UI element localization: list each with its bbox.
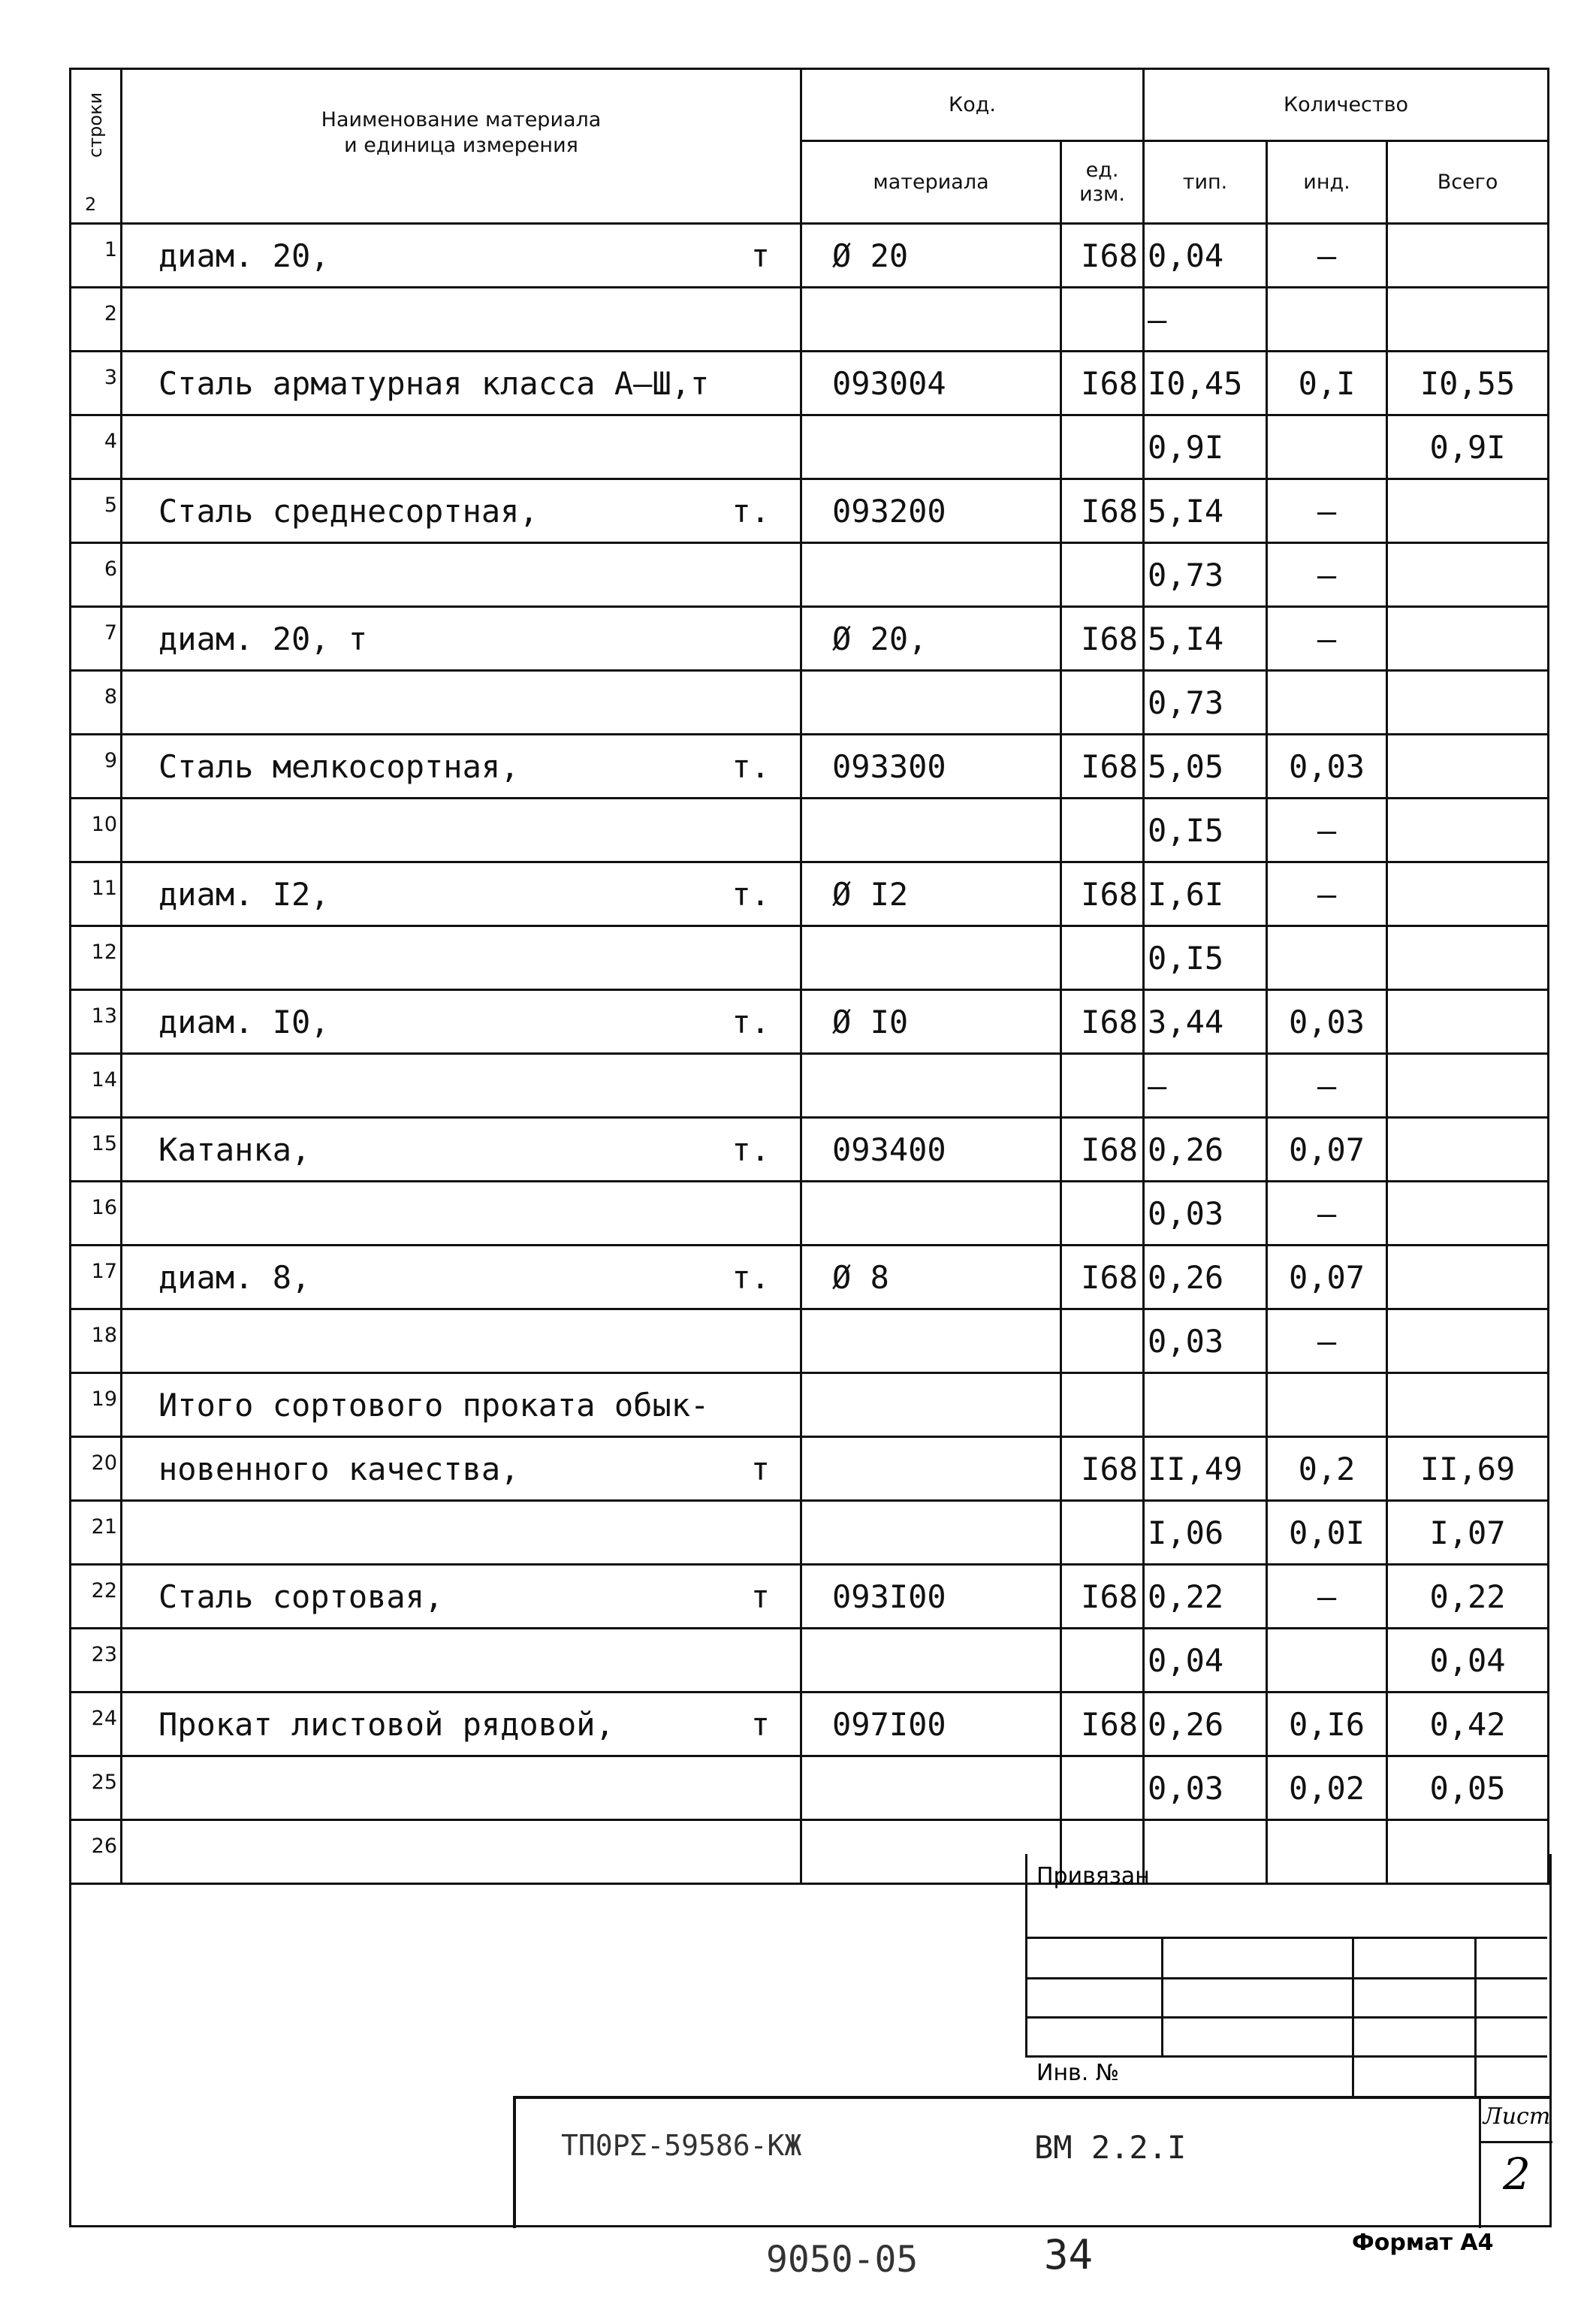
material-code xyxy=(801,1182,1061,1246)
code-unit-header: ед. изм. xyxy=(1061,141,1144,224)
qty-total: I0,55 xyxy=(1387,352,1549,415)
row-number: 24 xyxy=(71,1693,122,1756)
material-code xyxy=(801,1437,1061,1501)
row-number: 10 xyxy=(71,799,122,862)
qty-total xyxy=(1387,862,1549,926)
sheet-name: ВМ 2.2.I xyxy=(1034,2129,1187,2166)
material-code xyxy=(801,1501,1061,1565)
qty-typ: I0,45 xyxy=(1144,352,1267,415)
unit-code: I68 xyxy=(1061,1118,1144,1182)
format-label: Формат А4 xyxy=(1352,2230,1494,2256)
unit-code: I68 xyxy=(1061,1565,1144,1629)
qty-total: 0,42 xyxy=(1387,1693,1549,1756)
stamp-line xyxy=(1025,1977,1547,1979)
qty-typ: 5,I4 xyxy=(1144,479,1267,543)
material-name: Сталь среднесортная, xyxy=(158,492,539,530)
unit-code: I68 xyxy=(1061,1693,1144,1756)
attached-block xyxy=(1025,1854,1549,2057)
row-number: 26 xyxy=(71,1820,122,1884)
qty-ind: – xyxy=(1267,1054,1387,1118)
row-number: 3 xyxy=(71,352,122,415)
material-code: 097I00 xyxy=(801,1693,1061,1756)
table-row xyxy=(71,926,1549,990)
material-name-cell xyxy=(122,799,801,862)
material-name-cell xyxy=(122,1693,801,1756)
table-row xyxy=(71,1309,1549,1373)
material-unit-word: т xyxy=(750,1578,770,1615)
material-code: 093300 xyxy=(801,735,1061,799)
qty-total: 0,9I xyxy=(1387,415,1549,479)
table-row xyxy=(71,352,1549,415)
material-name-header: Наименование материала и единица измерения xyxy=(122,69,801,224)
row-number: 14 xyxy=(71,1054,122,1118)
sheet-label: Лист xyxy=(1481,2103,1552,2143)
unit-code: I68 xyxy=(1061,352,1144,415)
table-row xyxy=(71,1118,1549,1182)
title-block xyxy=(513,2096,1550,2228)
qty-total xyxy=(1387,224,1549,288)
table-row xyxy=(71,1565,1549,1629)
qty-ind: – xyxy=(1267,224,1387,288)
materials-table xyxy=(69,68,1549,1885)
stamp-line xyxy=(1025,2016,1547,2019)
qty-total xyxy=(1387,543,1549,607)
row-number: 8 xyxy=(71,671,122,735)
unit-code xyxy=(1061,926,1144,990)
table-row xyxy=(71,1054,1549,1118)
material-name: диам. 20, xyxy=(158,237,330,274)
material-code: Ø 8 xyxy=(801,1246,1061,1309)
material-name-cell xyxy=(122,1437,801,1501)
unit-code xyxy=(1061,799,1144,862)
qty-typ: 0,03 xyxy=(1144,1309,1267,1373)
material-code xyxy=(801,1309,1061,1373)
row-number: 21 xyxy=(71,1501,122,1565)
row-number: 5 xyxy=(71,479,122,543)
qty-typ xyxy=(1144,1373,1267,1437)
inventory-number-label: Инв. № xyxy=(1036,2060,1120,2086)
material-name-cell xyxy=(122,1054,801,1118)
qty-typ: – xyxy=(1144,288,1267,352)
material-code xyxy=(801,1756,1061,1820)
qty-typ: 0,73 xyxy=(1144,543,1267,607)
material-code xyxy=(801,799,1061,862)
material-unit-word: т. xyxy=(732,1258,770,1296)
material-name-cell xyxy=(122,1118,801,1182)
qty-total: 0,05 xyxy=(1387,1756,1549,1820)
material-unit-word: т. xyxy=(732,747,770,785)
row-number-header-label: строки xyxy=(85,92,106,158)
qty-typ: 0,03 xyxy=(1144,1756,1267,1820)
row-number: 15 xyxy=(71,1118,122,1182)
row-number: 4 xyxy=(71,415,122,479)
table-row xyxy=(71,1501,1549,1565)
material-unit-word: т. xyxy=(732,492,770,530)
table-row xyxy=(71,671,1549,735)
material-code xyxy=(801,671,1061,735)
row-number: 6 xyxy=(71,543,122,607)
qty-total: II,69 xyxy=(1387,1437,1549,1501)
qty-ind xyxy=(1267,288,1387,352)
qty-typ: 3,44 xyxy=(1144,990,1267,1054)
material-name-cell xyxy=(122,1246,801,1309)
qty-ind: – xyxy=(1267,862,1387,926)
unit-code: I68 xyxy=(1061,735,1144,799)
code-material-header: материала xyxy=(801,141,1061,224)
material-name-cell xyxy=(122,352,801,415)
material-name-cell xyxy=(122,415,801,479)
qty-ind: – xyxy=(1267,479,1387,543)
unit-code: I68 xyxy=(1061,1437,1144,1501)
material-name: диам. I2, xyxy=(158,875,330,913)
material-code: Ø I2 xyxy=(801,862,1061,926)
row-number: 18 xyxy=(71,1309,122,1373)
row-number: 25 xyxy=(71,1756,122,1820)
qty-ind: 0,02 xyxy=(1267,1756,1387,1820)
qty-total xyxy=(1387,1246,1549,1309)
qty-total xyxy=(1387,799,1549,862)
material-name-cell xyxy=(122,479,801,543)
table-row xyxy=(71,543,1549,607)
material-unit-word: т xyxy=(750,237,770,274)
qty-ind: – xyxy=(1267,1565,1387,1629)
material-name-cell xyxy=(122,1501,801,1565)
material-name-cell xyxy=(122,990,801,1054)
unit-code xyxy=(1061,1756,1144,1820)
qty-total xyxy=(1387,926,1549,990)
qty-typ: 0,04 xyxy=(1144,224,1267,288)
material-name: Сталь арматурная класса А–Ш,т xyxy=(158,364,710,402)
qty-ind: 0,07 xyxy=(1267,1246,1387,1309)
material-unit-word: т xyxy=(750,1705,770,1743)
qty-typ: 0,26 xyxy=(1144,1246,1267,1309)
table-row xyxy=(71,479,1549,543)
material-code: Ø 20 xyxy=(801,224,1061,288)
material-code: 093200 xyxy=(801,479,1061,543)
qty-typ-header: тип. xyxy=(1144,141,1267,224)
qty-ind: 0,03 xyxy=(1267,735,1387,799)
table-row xyxy=(71,288,1549,352)
qty-ind xyxy=(1267,926,1387,990)
unit-code: I68 xyxy=(1061,1246,1144,1309)
qty-typ: 0,26 xyxy=(1144,1693,1267,1756)
qty-total xyxy=(1387,1054,1549,1118)
qty-ind: – xyxy=(1267,1182,1387,1246)
qty-ind-header: инд. xyxy=(1267,141,1387,224)
qty-typ: 0,I5 xyxy=(1144,926,1267,990)
qty-typ: 0,26 xyxy=(1144,1118,1267,1182)
material-name-cell xyxy=(122,288,801,352)
material-name-cell xyxy=(122,1309,801,1373)
material-code xyxy=(801,1373,1061,1437)
row-number: 19 xyxy=(71,1373,122,1437)
material-name: Итого сортового проката обык- xyxy=(158,1386,710,1424)
qty-ind: – xyxy=(1267,1309,1387,1373)
row-number: 9 xyxy=(71,735,122,799)
qty-ind xyxy=(1267,671,1387,735)
table-row xyxy=(71,224,1549,288)
unit-code xyxy=(1061,415,1144,479)
table-row xyxy=(71,1629,1549,1693)
qty-total xyxy=(1387,288,1549,352)
material-code xyxy=(801,1054,1061,1118)
material-name: новенного качества, xyxy=(158,1450,520,1487)
material-code xyxy=(801,543,1061,607)
table-row xyxy=(71,799,1549,862)
unit-code: I68 xyxy=(1061,224,1144,288)
materials-table-body xyxy=(71,224,1549,1884)
row-number: 2 xyxy=(71,288,122,352)
material-code: Ø I0 xyxy=(801,990,1061,1054)
unit-code: I68 xyxy=(1061,607,1144,671)
stamp-line xyxy=(1025,2055,1547,2058)
qty-typ: I,6I xyxy=(1144,862,1267,926)
material-code xyxy=(801,1629,1061,1693)
row-number: 13 xyxy=(71,990,122,1054)
table-row xyxy=(71,1373,1549,1437)
stamp-line xyxy=(1352,1937,1354,2096)
sheet-number: 2 xyxy=(1503,2148,1531,2200)
qty-total xyxy=(1387,479,1549,543)
material-code: 093004 xyxy=(801,352,1061,415)
sheet-box xyxy=(1479,2099,1552,2228)
material-name: диам. 20, т xyxy=(158,620,368,657)
table-row xyxy=(71,1246,1549,1309)
unit-code: I68 xyxy=(1061,862,1144,926)
material-code: 093400 xyxy=(801,1118,1061,1182)
table-row xyxy=(71,1693,1549,1756)
material-code xyxy=(801,415,1061,479)
row-number: 11 xyxy=(71,862,122,926)
qty-total-header: Всего xyxy=(1387,141,1549,224)
table-row xyxy=(71,607,1549,671)
code-group-header: Код. xyxy=(801,69,1144,141)
unit-code xyxy=(1061,1182,1144,1246)
table-row xyxy=(71,862,1549,926)
material-name-cell xyxy=(122,1756,801,1820)
qty-ind: 0,2 xyxy=(1267,1437,1387,1501)
material-name-cell xyxy=(122,735,801,799)
material-name: Сталь сортовая, xyxy=(158,1578,444,1615)
row-number: 22 xyxy=(71,1565,122,1629)
material-name: Прокат листовой рядовой, xyxy=(158,1705,614,1743)
album-code: 9050-05 xyxy=(766,2239,919,2281)
quantity-group-header: Количество xyxy=(1144,69,1549,141)
unit-code xyxy=(1061,543,1144,607)
qty-typ: 0,04 xyxy=(1144,1629,1267,1693)
unit-code: I68 xyxy=(1061,479,1144,543)
qty-typ: 0,03 xyxy=(1144,1182,1267,1246)
table-row xyxy=(71,1182,1549,1246)
table-row xyxy=(71,1437,1549,1501)
qty-total xyxy=(1387,1373,1549,1437)
material-name: диам. 8, xyxy=(158,1258,311,1296)
table-row xyxy=(71,990,1549,1054)
attached-label: Привязан xyxy=(1036,1863,1150,1889)
page-number: 34 xyxy=(1044,2231,1094,2278)
material-unit-word: т. xyxy=(732,1131,770,1168)
stamp-line xyxy=(1025,1937,1547,1939)
unit-code xyxy=(1061,1373,1144,1437)
qty-total xyxy=(1387,1118,1549,1182)
unit-code xyxy=(1061,288,1144,352)
qty-total xyxy=(1387,990,1549,1054)
qty-ind: 0,I6 xyxy=(1267,1693,1387,1756)
qty-ind: – xyxy=(1267,543,1387,607)
stamp-line xyxy=(1161,1937,1163,2057)
material-unit-word: т xyxy=(750,1450,770,1487)
qty-typ: 0,9I xyxy=(1144,415,1267,479)
table-row xyxy=(71,415,1549,479)
material-name: диам. I0, xyxy=(158,1003,330,1040)
unit-code xyxy=(1061,1629,1144,1693)
row-number: 7 xyxy=(71,607,122,671)
qty-total xyxy=(1387,1182,1549,1246)
material-unit-word: т. xyxy=(732,875,770,913)
qty-typ: I,06 xyxy=(1144,1501,1267,1565)
row-number: 17 xyxy=(71,1246,122,1309)
table-row xyxy=(71,1756,1549,1820)
qty-total: 0,04 xyxy=(1387,1629,1549,1693)
qty-ind: 0,07 xyxy=(1267,1118,1387,1182)
material-name-cell xyxy=(122,607,801,671)
row-number: 16 xyxy=(71,1182,122,1246)
qty-ind xyxy=(1267,1373,1387,1437)
qty-typ: 0,I5 xyxy=(1144,799,1267,862)
table-row xyxy=(71,735,1549,799)
qty-ind: – xyxy=(1267,799,1387,862)
qty-typ: 5,05 xyxy=(1144,735,1267,799)
qty-typ: II,49 xyxy=(1144,1437,1267,1501)
qty-total xyxy=(1387,735,1549,799)
material-name-cell xyxy=(122,1373,801,1437)
row-number: 12 xyxy=(71,926,122,990)
qty-ind xyxy=(1267,415,1387,479)
qty-typ: 5,I4 xyxy=(1144,607,1267,671)
unit-code xyxy=(1061,671,1144,735)
row-number: 23 xyxy=(71,1629,122,1693)
qty-total: 0,22 xyxy=(1387,1565,1549,1629)
unit-code: I68 xyxy=(1061,990,1144,1054)
qty-ind: 0,0I xyxy=(1267,1501,1387,1565)
row-number-header xyxy=(71,69,122,224)
material-name-cell xyxy=(122,1629,801,1693)
material-name: Сталь мелкосортная, xyxy=(158,747,520,785)
qty-typ: 0,22 xyxy=(1144,1565,1267,1629)
material-name-cell xyxy=(122,862,801,926)
row-number: 20 xyxy=(71,1437,122,1501)
unit-code xyxy=(1061,1309,1144,1373)
material-name-cell xyxy=(122,926,801,990)
material-unit-word: т. xyxy=(732,1003,770,1040)
material-name: Катанка, xyxy=(158,1131,311,1168)
stamp-line xyxy=(1474,1937,1477,2096)
material-name-cell xyxy=(122,1565,801,1629)
material-code xyxy=(801,926,1061,990)
qty-total xyxy=(1387,671,1549,735)
material-name-cell xyxy=(122,543,801,607)
document-code: ТП0ΡΣ-59586-КЖ xyxy=(561,2129,802,2162)
unit-code xyxy=(1061,1501,1144,1565)
qty-ind xyxy=(1267,1629,1387,1693)
qty-total xyxy=(1387,1309,1549,1373)
qty-total xyxy=(1387,607,1549,671)
material-name-cell xyxy=(122,1182,801,1246)
qty-ind: 0,I xyxy=(1267,352,1387,415)
material-name-cell xyxy=(122,224,801,288)
qty-typ: 0,73 xyxy=(1144,671,1267,735)
qty-ind: – xyxy=(1267,607,1387,671)
row-number-header-num: 2 xyxy=(85,194,97,215)
unit-code xyxy=(1061,1054,1144,1118)
qty-total: I,07 xyxy=(1387,1501,1549,1565)
material-name-cell xyxy=(122,671,801,735)
material-code: 093I00 xyxy=(801,1565,1061,1629)
material-code: Ø 20, xyxy=(801,607,1061,671)
qty-typ: – xyxy=(1144,1054,1267,1118)
qty-ind: 0,03 xyxy=(1267,990,1387,1054)
material-code xyxy=(801,288,1061,352)
row-number: 1 xyxy=(71,224,122,288)
